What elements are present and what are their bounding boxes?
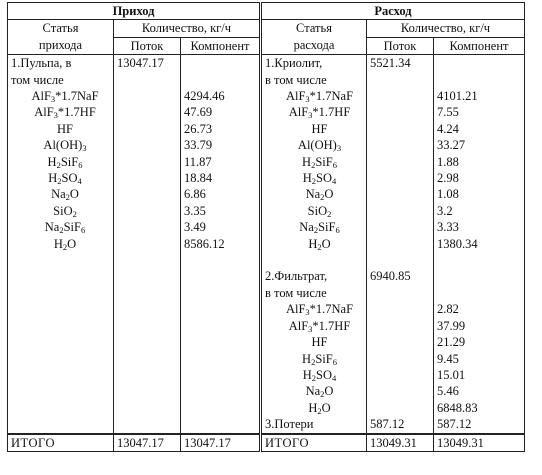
outcome-component-cell [434, 351, 525, 367]
outcome-component-value: 9.45 [437, 351, 459, 366]
outcome-component-value: 2.98 [437, 171, 459, 186]
income-item-cell [8, 268, 114, 284]
income-component-cell [181, 170, 261, 186]
income-item-cell [8, 55, 114, 72]
income-component-value: 6.86 [184, 187, 206, 202]
income-item-formula: $Al(OH)_3$ [43, 138, 87, 154]
income-stream-cell [114, 285, 181, 301]
income-stream-cell [114, 186, 181, 202]
outcome-item-formula: $H_2O$ [308, 236, 331, 252]
outcome-stream-cell [367, 154, 434, 170]
outcome-component-header: Компонент [434, 37, 525, 54]
income-item-cell [8, 351, 114, 367]
outcome-item-formula: $H_2O$ [308, 400, 331, 416]
outcome-item-cell [261, 55, 367, 72]
outcome-stream-cell [367, 367, 434, 383]
income-stream-cell [114, 104, 181, 120]
income-item-header: Статья [8, 20, 114, 37]
table-row [8, 367, 525, 383]
income-item-value: 1.Пульпа, в [11, 56, 72, 71]
table-row [8, 416, 525, 433]
outcome-component-cell [434, 367, 525, 383]
outcome-component-cell [434, 137, 525, 153]
income-item-formula: HF [57, 121, 73, 136]
outcome-stream-cell [367, 334, 434, 350]
income-component-cell [181, 301, 261, 317]
income-item-cell [8, 170, 114, 186]
income-item-cell [8, 104, 114, 120]
table-row [8, 170, 525, 186]
income-stream-cell [114, 400, 181, 416]
table-row [8, 334, 525, 350]
income-stream-cell [114, 121, 181, 137]
outcome-stream-cell [367, 285, 434, 301]
table-row [8, 55, 525, 72]
outcome-item-formula: $H_2SiF_6$ [302, 154, 337, 170]
income-component-value: 3.49 [184, 220, 206, 235]
outcome-total-component: 13049.31 [434, 434, 525, 452]
outcome-item-formula: $Al(OH)_3$ [297, 138, 342, 154]
table-row [8, 88, 525, 104]
income-item-cell [8, 72, 114, 88]
income-item-cell [8, 154, 114, 170]
income-component-cell [181, 252, 261, 268]
outcome-item-cell [261, 334, 367, 350]
outcome-stream-cell [367, 137, 434, 153]
outcome-stream-value: 587.12 [370, 417, 405, 432]
outcome-item-formula: SiO$_2$ [307, 203, 332, 219]
table-row [8, 351, 525, 367]
material-balance-table [7, 2, 525, 452]
outcome-stream-cell [367, 318, 434, 334]
outcome-stream-cell [367, 72, 434, 88]
income-stream-cell [114, 203, 181, 219]
outcome-component-cell [434, 170, 525, 186]
income-item-formula: AlF$_3$*1.7NaF [31, 89, 99, 105]
outcome-item-cell [261, 351, 367, 367]
outcome-item-cell [261, 400, 367, 416]
income-component-value: 8586.12 [184, 236, 225, 251]
outcome-stream-cell [367, 301, 434, 317]
income-component-cell [181, 351, 261, 367]
outcome-item-value: 1.Криолит, [265, 56, 323, 71]
outcome-item-formula: HF [311, 335, 328, 350]
outcome-component-cell [434, 285, 525, 301]
outcome-component-value: 6848.83 [437, 400, 478, 415]
outcome-stream-cell [367, 416, 434, 433]
income-item-cell [8, 186, 114, 202]
income-component-cell [181, 416, 261, 433]
income-item-formula: $H_2SO_4$ [48, 171, 82, 187]
outcome-component-value: 37.99 [437, 318, 466, 333]
table-row [8, 236, 525, 252]
outcome-item-formula: $Na_2O$ [305, 187, 334, 203]
income-item-header-2: прихода [8, 37, 114, 54]
outcome-item-cell [261, 301, 367, 317]
income-component-cell [181, 400, 261, 416]
income-item-cell [8, 252, 114, 268]
outcome-stream-cell [367, 170, 434, 186]
outcome-item-cell [261, 137, 367, 153]
income-component-cell [181, 121, 261, 137]
income-stream-cell [114, 219, 181, 235]
outcome-stream-cell [367, 104, 434, 120]
income-stream-cell [114, 301, 181, 317]
income-stream-cell [114, 367, 181, 383]
income-item-cell [8, 334, 114, 350]
income-stream-cell [114, 252, 181, 268]
income-stream-cell [114, 416, 181, 433]
outcome-component-value: 4101.21 [437, 89, 478, 104]
outcome-item-cell [261, 219, 367, 235]
outcome-component-value: 15.01 [437, 367, 466, 382]
income-component-cell [181, 383, 261, 399]
income-item-cell [8, 383, 114, 399]
outcome-component-value: 3.33 [437, 220, 459, 235]
table-row [8, 72, 525, 88]
outcome-item-cell [261, 104, 367, 120]
outcome-component-cell [434, 203, 525, 219]
outcome-component-value: 7.55 [437, 105, 459, 120]
income-item-cell [8, 367, 114, 383]
outcome-item-cell [261, 252, 367, 268]
outcome-item-cell [261, 170, 367, 186]
outcome-component-cell [434, 55, 525, 72]
income-item-formula: $Na_2O$ [51, 187, 79, 203]
outcome-component-cell [434, 121, 525, 137]
outcome-item-value: в том числе [265, 285, 327, 300]
income-stream-cell [114, 170, 181, 186]
income-stream-cell [114, 72, 181, 88]
outcome-component-cell [434, 186, 525, 202]
income-component-cell [181, 318, 261, 334]
outcome-header: Расход [261, 3, 525, 20]
outcome-stream-cell [367, 351, 434, 367]
income-component-cell [181, 104, 261, 120]
income-item-cell [8, 137, 114, 153]
income-item-cell [8, 121, 114, 137]
outcome-component-value: 1380.34 [437, 236, 478, 251]
income-stream-cell [114, 268, 181, 284]
outcome-component-cell [434, 72, 525, 88]
income-stream-cell [114, 383, 181, 399]
outcome-item-formula: $Na_2SiF_6$ [299, 220, 340, 236]
income-component-value: 26.73 [184, 121, 213, 136]
table-row [8, 268, 525, 284]
outcome-component-value: 1.08 [437, 187, 459, 202]
outcome-component-cell [434, 400, 525, 416]
table-row [8, 121, 525, 137]
outcome-item-value: в том числе [265, 72, 327, 87]
income-qty-header: Количество, кг/ч [114, 20, 261, 37]
income-item-cell [8, 400, 114, 416]
outcome-item-value: 2.Фильтрат, [265, 269, 328, 284]
income-item-cell [8, 416, 114, 433]
outcome-component-cell [434, 219, 525, 235]
outcome-stream-value: 5521.34 [370, 56, 411, 71]
income-total-stream: 13047.17 [114, 434, 181, 452]
income-item-formula: AlF$_3$*1.7HF [34, 105, 96, 121]
outcome-item-cell [261, 186, 367, 202]
outcome-component-value: 4.24 [437, 121, 459, 136]
table-row [8, 219, 525, 235]
income-component-value: 3.35 [184, 203, 206, 218]
income-item-formula: SiO$_2$ [53, 203, 77, 219]
income-item-cell [8, 219, 114, 235]
outcome-component-cell [434, 334, 525, 350]
table-row [8, 203, 525, 219]
outcome-item-formula: $H_2SiF_6$ [302, 351, 337, 367]
outcome-stream-cell [367, 55, 434, 72]
outcome-qty-header: Количество, кг/ч [367, 20, 525, 37]
outcome-item-formula: $Na_2O$ [305, 384, 334, 400]
outcome-component-cell [434, 252, 525, 268]
table-row [8, 400, 525, 416]
income-item-cell [8, 301, 114, 317]
income-stream-cell [114, 55, 181, 72]
income-item-formula: $H_2O$ [53, 236, 77, 252]
table-row [8, 318, 525, 334]
outcome-item-formula: AlF$_3$*1.7NaF [285, 302, 354, 318]
outcome-item-formula: AlF$_3$*1.7NaF [285, 89, 354, 105]
outcome-component-value: 33.27 [437, 138, 466, 153]
income-component-cell [181, 334, 261, 350]
outcome-component-value: 2.82 [437, 302, 459, 317]
outcome-stream-cell [367, 219, 434, 235]
income-component-value: 11.87 [184, 154, 212, 169]
income-stream-cell [114, 351, 181, 367]
income-stream-header: Поток [114, 37, 181, 54]
outcome-component-cell [434, 301, 525, 317]
outcome-item-formula: $H_2SO_4$ [302, 171, 337, 187]
outcome-component-value: 1.88 [437, 154, 459, 169]
outcome-total-stream: 13049.31 [367, 434, 434, 452]
income-component-value: 33.79 [184, 138, 213, 153]
table-row [8, 186, 525, 202]
outcome-item-cell [261, 268, 367, 284]
income-stream-cell [114, 236, 181, 252]
income-component-cell [181, 203, 261, 219]
income-item-cell [8, 236, 114, 252]
outcome-component-value: 3.2 [437, 203, 453, 218]
table-row [8, 104, 525, 120]
outcome-item-header-2: расхода [261, 37, 367, 54]
income-stream-cell [114, 334, 181, 350]
outcome-stream-cell [367, 203, 434, 219]
outcome-component-value: 587.12 [437, 417, 472, 432]
outcome-item-cell [261, 88, 367, 104]
income-component-cell [181, 154, 261, 170]
outcome-component-cell [434, 104, 525, 120]
income-component-value: 4294.46 [184, 89, 225, 104]
outcome-item-cell [261, 72, 367, 88]
income-component-cell [181, 55, 261, 72]
outcome-item-cell [261, 383, 367, 399]
outcome-item-cell [261, 416, 367, 433]
outcome-item-formula: HF [311, 121, 328, 136]
income-item-cell [8, 318, 114, 334]
outcome-component-cell [434, 416, 525, 433]
income-stream-cell [114, 137, 181, 153]
table-row [8, 285, 525, 301]
outcome-item-cell [261, 236, 367, 252]
income-item-formula: $Na_2SiF_6$ [44, 220, 86, 236]
outcome-component-cell [434, 383, 525, 399]
outcome-stream-value: 6940.85 [370, 269, 411, 284]
income-component-header: Компонент [181, 37, 261, 54]
income-component-cell [181, 367, 261, 383]
income-component-cell [181, 72, 261, 88]
outcome-component-value: 5.46 [437, 384, 459, 399]
outcome-stream-cell [367, 400, 434, 416]
table-row [8, 301, 525, 317]
income-item-value: том числе [11, 72, 64, 87]
income-component-value: 18.84 [184, 171, 213, 186]
income-component-cell [181, 236, 261, 252]
income-stream-value: 13047.17 [117, 56, 164, 71]
income-component-cell [181, 219, 261, 235]
outcome-item-formula: $H_2SO_4$ [302, 367, 337, 383]
table-row [8, 137, 525, 153]
income-stream-cell [114, 154, 181, 170]
income-total-label: ИТОГО [8, 434, 114, 452]
outcome-component-value: 21.29 [437, 335, 466, 350]
income-component-cell [181, 285, 261, 301]
income-component-value: 47.69 [184, 105, 213, 120]
table-row [8, 154, 525, 170]
income-item-cell [8, 88, 114, 104]
outcome-item-cell [261, 318, 367, 334]
income-component-cell [181, 88, 261, 104]
outcome-stream-cell [367, 252, 434, 268]
income-stream-cell [114, 318, 181, 334]
outcome-stream-cell [367, 268, 434, 284]
outcome-component-cell [434, 318, 525, 334]
outcome-item-cell [261, 285, 367, 301]
outcome-item-cell [261, 154, 367, 170]
outcome-item-header: Статья [261, 20, 367, 37]
outcome-stream-cell [367, 383, 434, 399]
income-component-cell [181, 137, 261, 153]
income-header: Приход [8, 3, 261, 20]
income-component-cell [181, 186, 261, 202]
outcome-component-cell [434, 236, 525, 252]
table-row [8, 252, 525, 268]
income-item-cell [8, 203, 114, 219]
income-item-formula: $H_2SiF_6$ [47, 154, 83, 170]
outcome-stream-cell [367, 88, 434, 104]
outcome-total-label: ИТОГО [261, 434, 367, 452]
outcome-item-cell [261, 121, 367, 137]
outcome-item-cell [261, 203, 367, 219]
table-row [8, 383, 525, 399]
income-item-cell [8, 285, 114, 301]
outcome-stream-header: Поток [367, 37, 434, 54]
outcome-stream-cell [367, 236, 434, 252]
outcome-component-cell [434, 268, 525, 284]
outcome-item-value: 3.Потери [265, 417, 314, 432]
outcome-item-formula: AlF$_3$*1.7HF [288, 318, 351, 334]
outcome-stream-cell [367, 121, 434, 137]
outcome-item-formula: AlF$_3$*1.7HF [288, 105, 351, 121]
outcome-item-cell [261, 367, 367, 383]
outcome-stream-cell [367, 186, 434, 202]
income-stream-cell [114, 88, 181, 104]
income-component-cell [181, 268, 261, 284]
income-total-component: 13047.17 [181, 434, 261, 452]
outcome-component-cell [434, 88, 525, 104]
outcome-component-cell [434, 154, 525, 170]
totals-row [8, 434, 525, 452]
